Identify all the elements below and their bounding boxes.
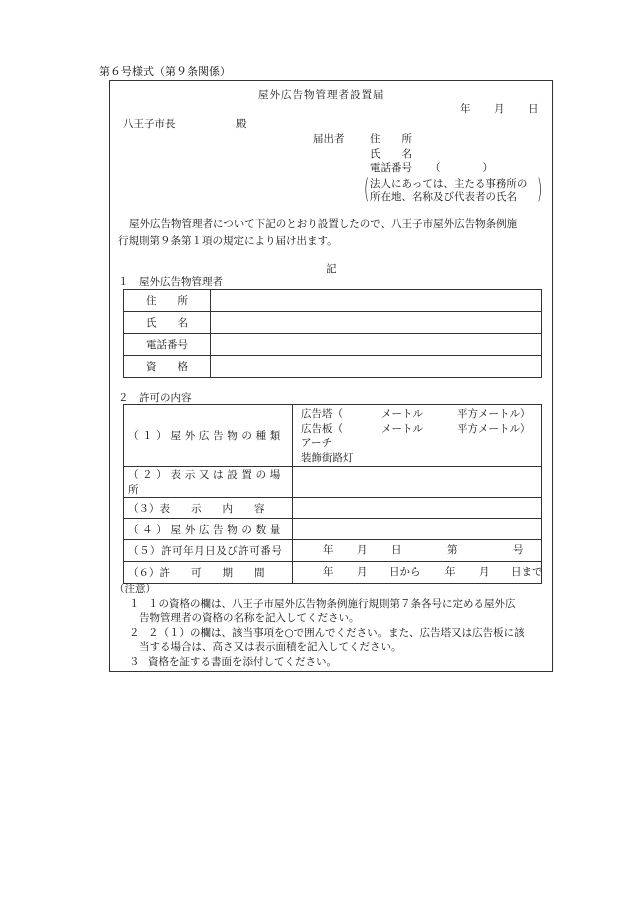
ad-type-options[interactable] <box>293 405 542 467</box>
permit-dai: 第 <box>447 544 458 556</box>
period-until: 日まで <box>511 566 543 578</box>
section2-heading: ２ 許可の内容 <box>118 392 192 404</box>
quantity-label: （４）屋外広告物の数量 <box>124 519 293 540</box>
permit-day: 日 <box>391 544 402 556</box>
addressee-honorific: 殿 <box>236 118 247 130</box>
manager-phone-label: 電話番号 <box>124 334 211 356</box>
manager-table <box>123 289 542 378</box>
applicant-address-label: 住 所 <box>370 133 412 145</box>
table-row <box>124 540 542 562</box>
manager-name-label: 氏 名 <box>124 312 211 334</box>
note-1-line1: １の資格の欄は、八王子市屋外広告物条例施行規則第７条各号に定める屋外広 <box>148 598 516 610</box>
applicant-phone-parens: （ ） <box>430 162 493 174</box>
type-board-sqm: 平方メートル） <box>457 422 531 435</box>
type-arch: アーチ <box>301 436 333 449</box>
location-field[interactable] <box>293 467 542 498</box>
period-year-end: 年 <box>445 566 456 578</box>
quantity-field[interactable] <box>293 519 542 540</box>
form-number: 第６号様式（第９条関係） <box>99 65 231 78</box>
table-row <box>124 356 542 378</box>
note-3-number: ３ <box>129 656 140 668</box>
form-title: 屋外広告物管理者設置届 <box>258 89 385 101</box>
manager-phone-field[interactable] <box>211 334 542 356</box>
period-from: 日から <box>389 566 421 578</box>
period-month-start: 月 <box>357 566 368 578</box>
note-open-paren: ( <box>364 174 370 205</box>
note-close-paren: ) <box>537 174 543 205</box>
permit-date-number-label: （５）許可年月日及び許可番号 <box>124 540 293 562</box>
type-tower-sqm: 平方メートル） <box>457 407 531 420</box>
manager-name-field[interactable] <box>211 312 542 334</box>
table-row <box>124 562 542 584</box>
table-row <box>124 290 542 312</box>
period-month-end: 月 <box>479 566 490 578</box>
manager-address-field[interactable] <box>211 290 542 312</box>
date-year: 年 <box>460 103 471 115</box>
table-row <box>124 519 542 540</box>
manager-qualification-field[interactable] <box>211 356 542 378</box>
body-text-line2: 行規則第９条第１項の規定により届け出ます。 <box>118 235 338 247</box>
section1-heading: １ 屋外広告物管理者 <box>118 276 223 288</box>
permit-year: 年 <box>323 544 334 556</box>
period-year-start: 年 <box>323 566 334 578</box>
body-text-line1: 屋外広告物管理者について下記のとおり設置したので、八王子市屋外広告物条例施 <box>129 218 518 230</box>
location-label: （２）表示又は設置の場所 <box>124 467 293 498</box>
note-3-line1: 資格を証する書面を添付してください。 <box>148 656 337 668</box>
type-tower-meter: メートル <box>381 407 423 420</box>
table-row <box>124 467 542 498</box>
permit-period-label: （６）許 可 期 間 <box>124 562 293 584</box>
applicant-phone-label: 電話番号 <box>370 162 412 174</box>
permit-period-field[interactable] <box>293 562 542 584</box>
manager-qualification-label: 資 格 <box>124 356 211 378</box>
content-field[interactable] <box>293 498 542 519</box>
date-month: 月 <box>494 103 505 115</box>
applicant-note-line1: 法人にあっては、主たる事務所の <box>370 178 528 190</box>
applicant-note-line2: 所在地、名称及び代表者の氏名 <box>370 191 517 203</box>
type-street-lamp: 装飾街路灯 <box>301 451 354 464</box>
type-tower-name: 広告塔（ <box>301 407 343 420</box>
table-row <box>124 334 542 356</box>
permit-go: 号 <box>513 544 524 556</box>
permit-month: 月 <box>357 544 368 556</box>
notes-heading: （注意） <box>114 583 156 595</box>
table-row <box>124 312 542 334</box>
applicant-name-label: 氏 名 <box>370 148 412 160</box>
note-1-line2: 告物管理者の資格の名称を記入してください。 <box>139 612 360 624</box>
ad-type-label: （１）屋外広告物の種類 <box>124 405 293 467</box>
applicant-label: 届出者 <box>313 133 345 145</box>
note-2-number: ２ <box>129 627 140 639</box>
date-day: 日 <box>528 103 539 115</box>
note-2-line2: 当する場合は、高さ又は表示面積を記入してください。 <box>139 641 402 653</box>
table-row <box>124 498 542 519</box>
content-label: （３）表 示 内 容 <box>124 498 293 519</box>
note-1-number: １ <box>129 598 140 610</box>
addressee-name: 八王子市長 <box>123 118 176 130</box>
manager-address-label: 住 所 <box>124 290 211 312</box>
note-2-line1: ２（１）の欄は、該当事項を○で囲んでください。また、広告塔又は広告板に該 <box>148 627 525 639</box>
permit-date-number-field[interactable] <box>293 540 542 562</box>
type-board-meter: メートル <box>381 422 423 435</box>
table-row <box>124 405 542 467</box>
permit-table <box>123 404 542 584</box>
ki-heading: 記 <box>326 263 337 275</box>
type-board-name: 広告板（ <box>301 422 343 435</box>
